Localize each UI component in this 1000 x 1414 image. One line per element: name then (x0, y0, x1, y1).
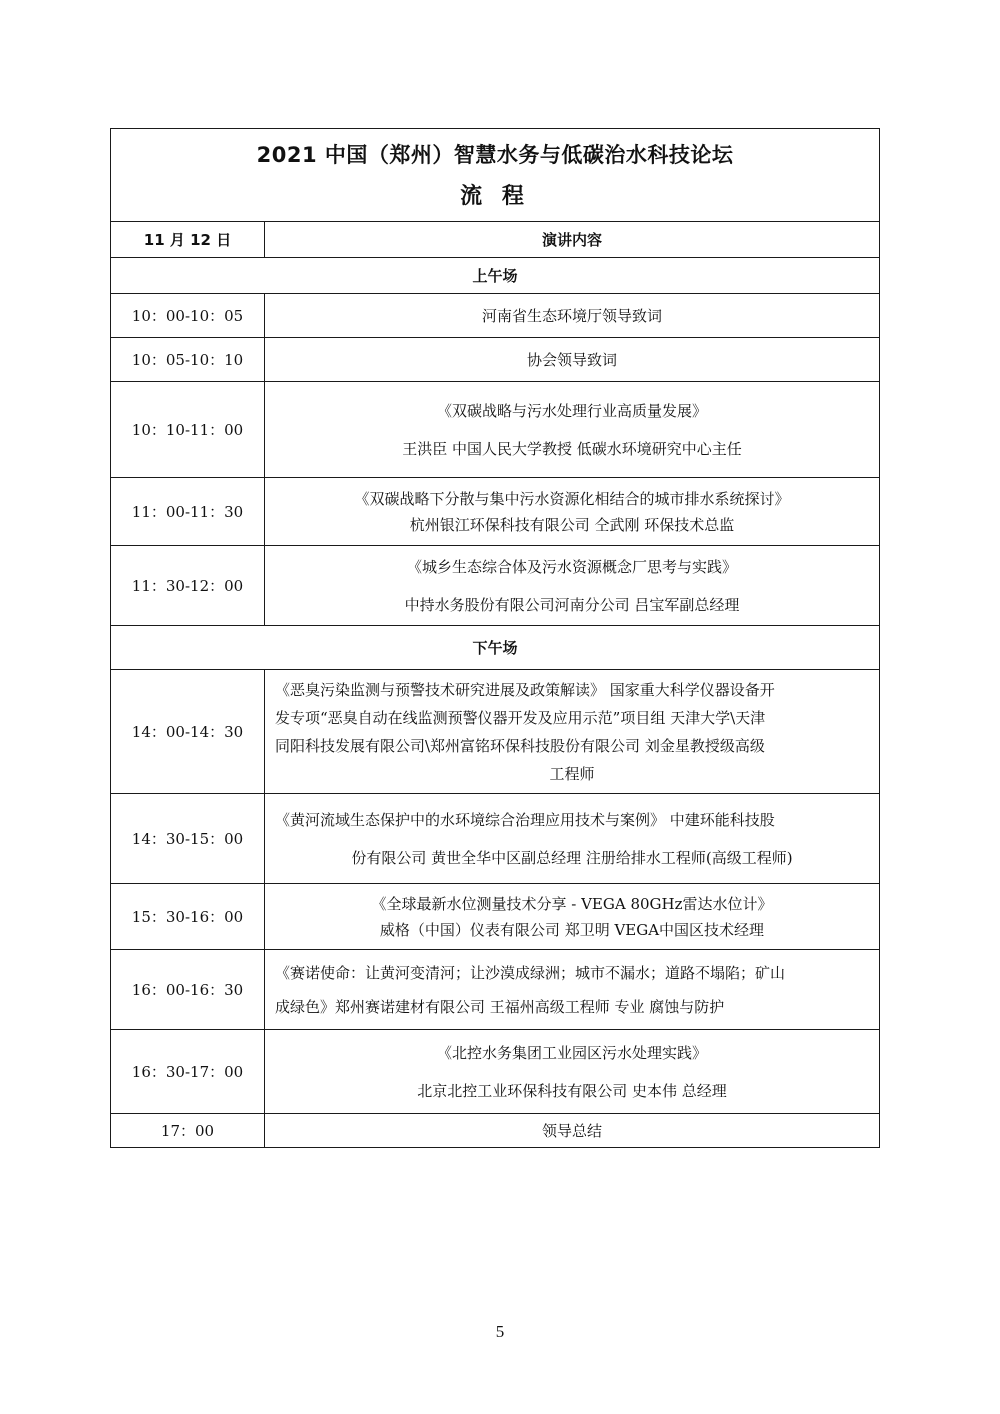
row-line: 领导总结 (541, 1121, 602, 1140)
row-time: 16：00-16：30 (111, 950, 265, 1030)
row-content (265, 546, 880, 626)
row-line: 份有限公司 黄世全华中区副总经理 注册给排水工程师(高级工程师) (351, 848, 793, 867)
row-line: 《赛诺使命：让黄河变清河；让沙漠成绿洲；城市不漏水；道路不塌陷；矿山 (275, 963, 786, 982)
forum-title: 2021 中国（郑州）智慧水务与低碳治水科技论坛 (256, 143, 734, 167)
session-afternoon: 下午场 (111, 626, 880, 670)
row-content (265, 338, 880, 382)
table-row (111, 950, 880, 1030)
row-content (265, 382, 880, 478)
row-line: 《黄河流域生态保护中的水环境综合治理应用技术与案例》 中建环能科技股 (275, 810, 775, 829)
table-row (111, 794, 880, 884)
row-time: 17：00 (111, 1114, 265, 1148)
row-content (265, 294, 880, 338)
date-header: 11 月 12 日 (111, 222, 265, 258)
table-row (111, 338, 880, 382)
page-number: 5 (495, 1322, 505, 1341)
row-content (265, 884, 880, 950)
row-line: 中持水务股份有限公司河南分公司 吕宝军副总经理 (404, 595, 740, 614)
row-line: 《恶臭污染监测与预警技术研究进展及政策解读》 国家重大科学仪器设备开 (275, 680, 775, 699)
row-time: 11：30-12：00 (111, 546, 265, 626)
row-line: 《北控水务集团工业园区污水处理实践》 (436, 1043, 707, 1062)
table-row (111, 546, 880, 626)
session-morning: 上午场 (111, 258, 880, 294)
row-time: 14：30-15：00 (111, 794, 265, 884)
row-content (265, 794, 880, 884)
row-line: 工程师 (549, 764, 595, 783)
schedule-heading: 流 程 (460, 184, 530, 209)
row-line: 杭州银江环保科技有限公司 仝武刚 环保技术总监 (409, 515, 735, 534)
row-line: 河南省生态环境厅领导致词 (481, 306, 662, 325)
row-line: 发专项“恶臭自动在线监测预警仪器开发及应用示范”项目组 天津大学\天津 (275, 708, 766, 727)
row-line: 《城乡生态综合体及污水资源概念厂思考与实践》 (406, 557, 737, 576)
table-row (111, 1030, 880, 1114)
table-row (111, 294, 880, 338)
row-time: 10：00-10：05 (111, 294, 265, 338)
row-content (265, 478, 880, 546)
row-time: 11：00-11：30 (111, 478, 265, 546)
row-time: 10：10-11：00 (111, 382, 265, 478)
row-content (265, 1030, 880, 1114)
table-row (111, 382, 880, 478)
row-line: 《双碳战略与污水处理行业高质量发展》 (436, 401, 707, 420)
row-line: 同阳科技发展有限公司\郑州富铭环保科技股份有限公司 刘金星教授级高级 (275, 736, 765, 755)
header-row (111, 222, 880, 258)
row-time: 10：05-10：10 (111, 338, 265, 382)
row-time: 15：30-16：00 (111, 884, 265, 950)
table-row (111, 670, 880, 794)
row-line: 王洪臣 中国人民大学教授 低碳水环境研究中心主任 (402, 439, 742, 458)
row-line: 协会领导致词 (526, 350, 617, 369)
title-cell (111, 129, 880, 222)
table-row (111, 884, 880, 950)
row-content (265, 950, 880, 1030)
row-line: 威格（中国）仪表有限公司 郑卫明 VEGA中国区技术经理 (379, 920, 765, 939)
schedule-table (110, 128, 880, 1148)
content-header: 演讲内容 (265, 222, 880, 258)
session-row-afternoon (111, 626, 880, 670)
row-content (265, 670, 880, 794)
row-line: 北京北控工业环保科技有限公司 史本伟 总经理 (417, 1081, 727, 1100)
session-row-morning (111, 258, 880, 294)
row-time: 16：30-17：00 (111, 1030, 265, 1114)
row-content (265, 1114, 880, 1148)
title-row (111, 129, 880, 222)
row-line: 成绿色》郑州赛诺建材有限公司 王福州高级工程师 专业 腐蚀与防护 (275, 997, 725, 1016)
row-line: 《双碳战略下分散与集中污水资源化相结合的城市排水系统探讨》 (354, 489, 790, 508)
row-time: 14：00-14：30 (111, 670, 265, 794)
table-row (111, 1114, 880, 1148)
row-line: 《全球最新水位测量技术分享 - VEGA 80GHz雷达水位计》 (371, 894, 773, 913)
table-row (111, 478, 880, 546)
